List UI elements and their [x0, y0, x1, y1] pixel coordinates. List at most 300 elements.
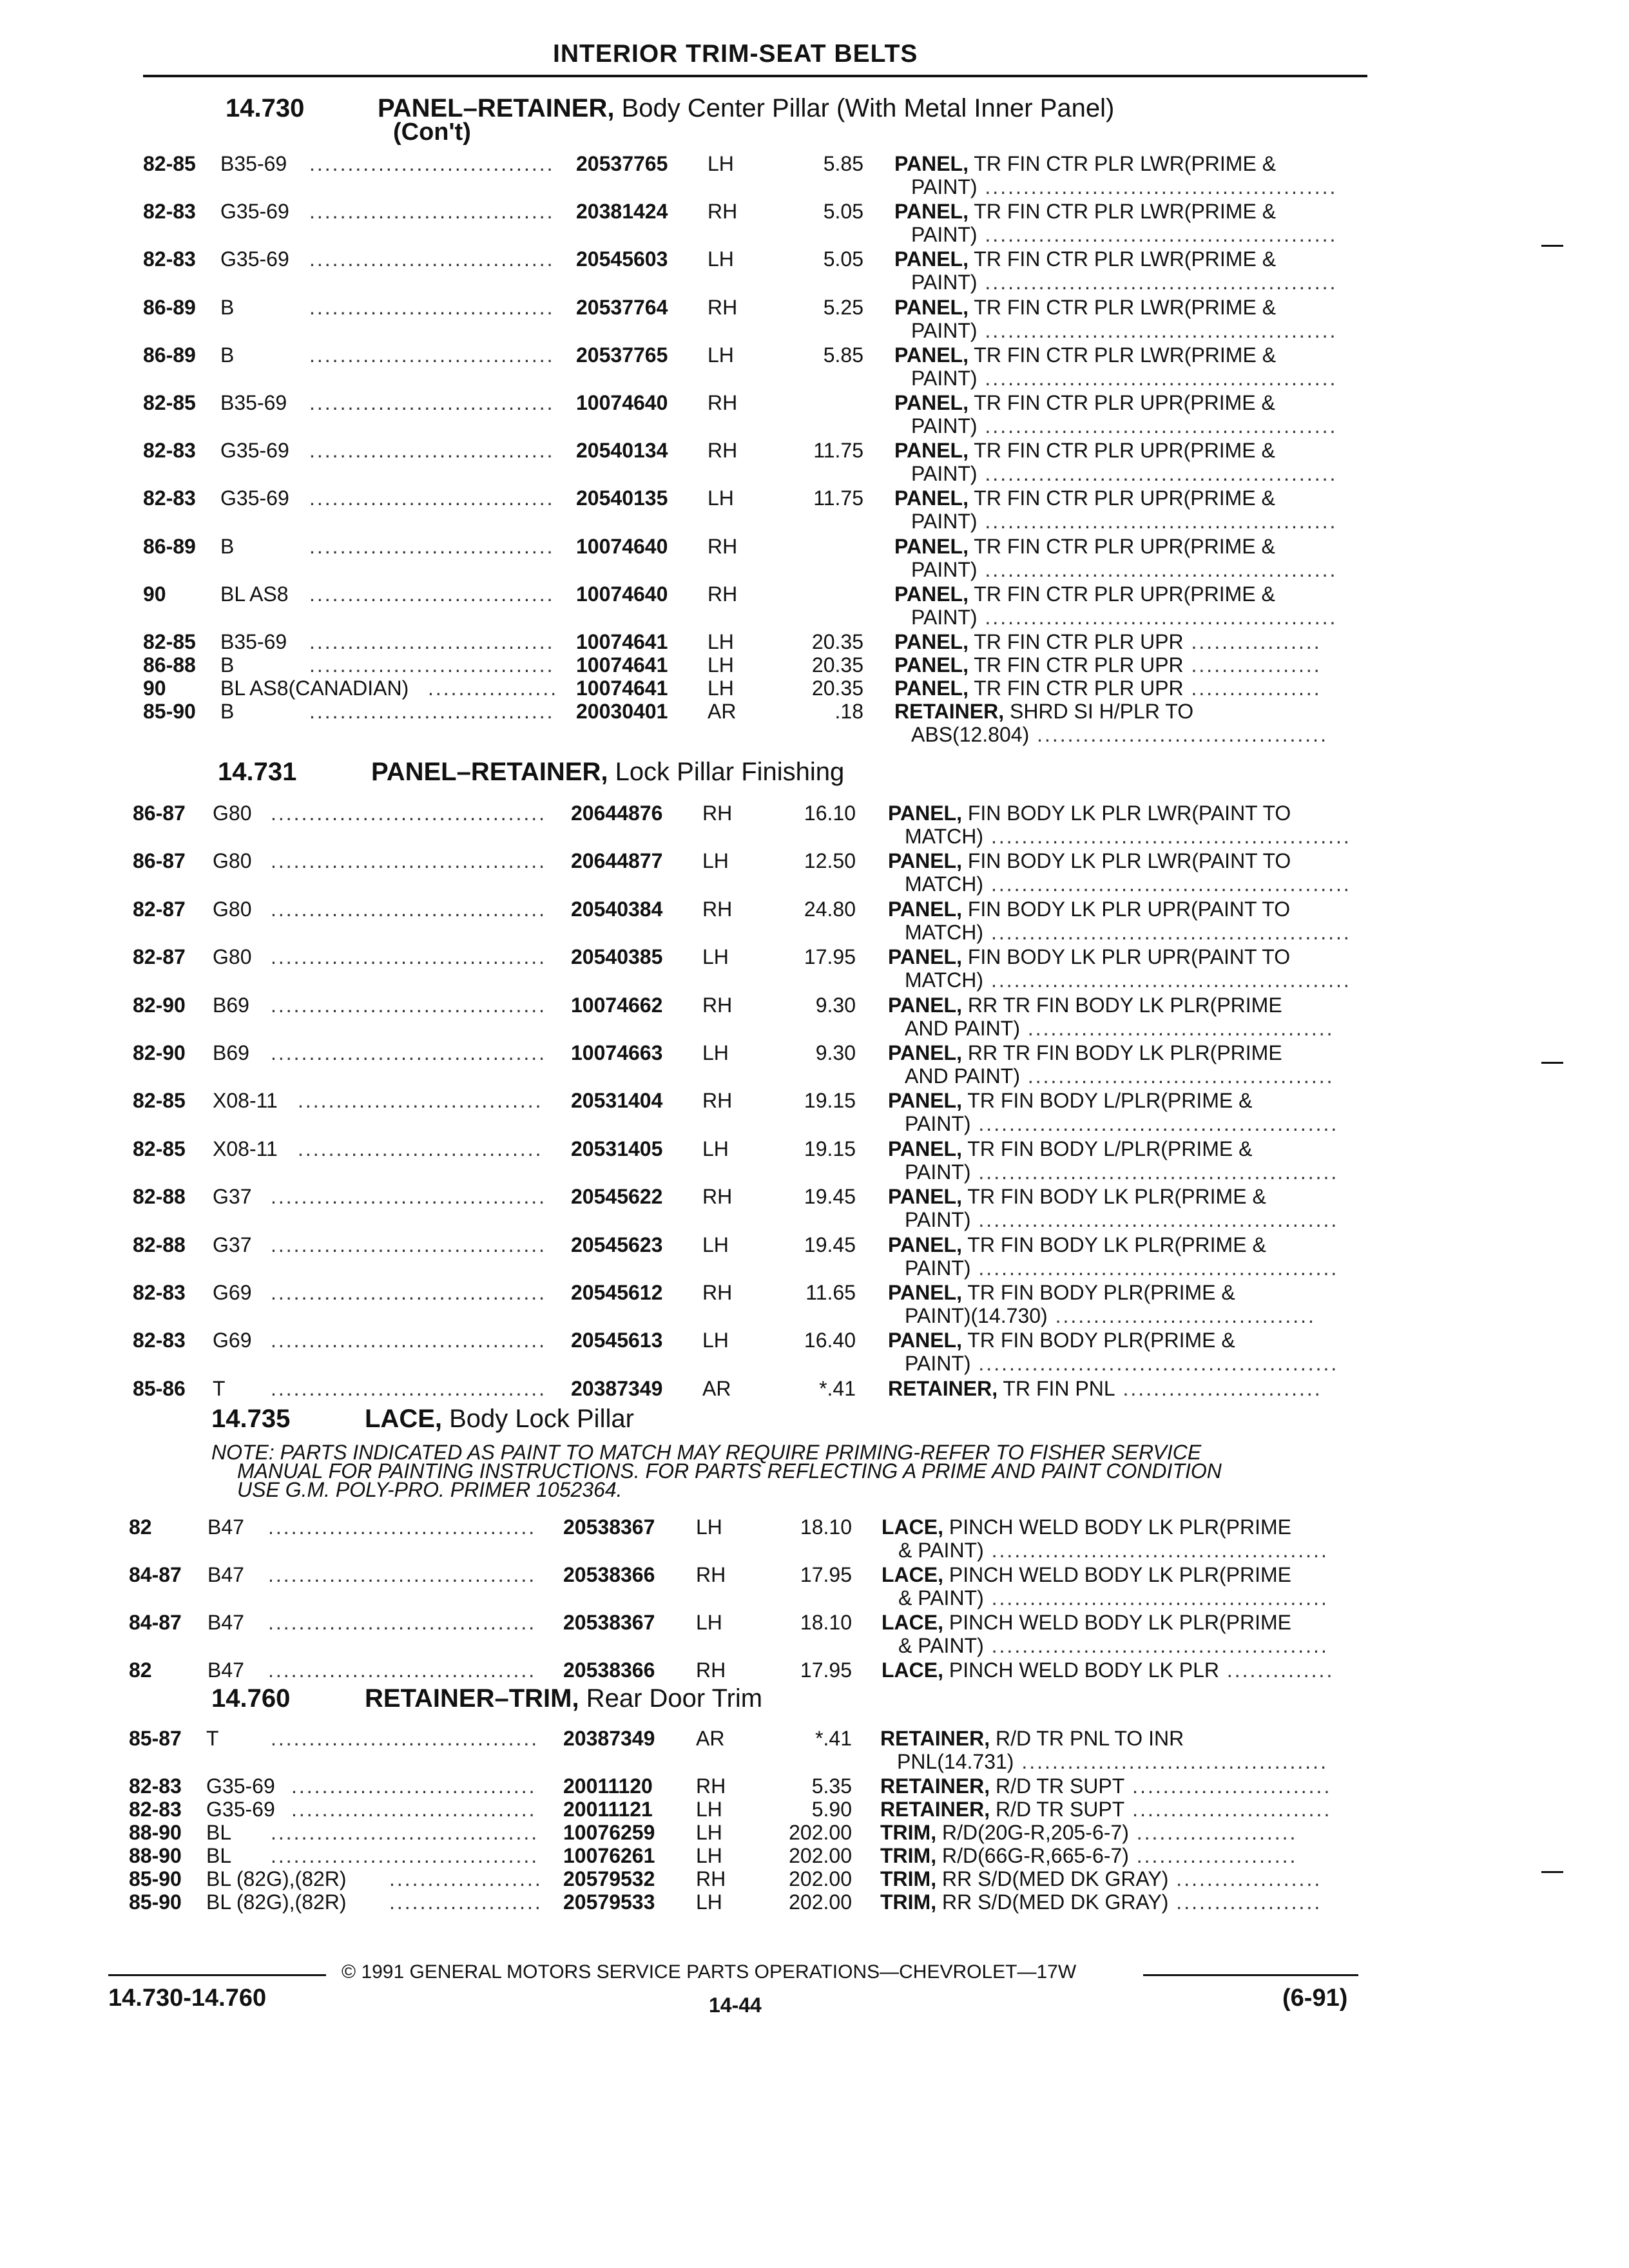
description-line-2 [880, 1750, 1328, 1773]
body-model: T [206, 1727, 219, 1750]
part-description [888, 1233, 1338, 1280]
part-number: 10076259 [563, 1821, 655, 1844]
parts-table-row [0, 1281, 1629, 1327]
description-text: TR FIN BODY PLR(PRIME & [961, 1329, 1235, 1352]
part-number: 20531405 [571, 1137, 663, 1160]
list-price: 5.05 [823, 247, 863, 271]
part-number: 20545622 [571, 1185, 663, 1209]
part-description [888, 1377, 1322, 1400]
model-year: 82-83 [129, 1798, 182, 1821]
description-line-1 [882, 1611, 1329, 1634]
part-number: 20537765 [576, 343, 668, 367]
leader-dots: .............................................. [977, 366, 1338, 390]
part-number: 20030401 [576, 700, 668, 723]
description-line-1 [888, 994, 1334, 1017]
description-text: R/D TR PNL TO INR [990, 1727, 1184, 1750]
part-number: 20537765 [576, 152, 668, 175]
description-keyword: PANEL, [888, 1041, 962, 1064]
description-text: FIN BODY LK PLR UPR(PAINT TO [961, 897, 1291, 921]
description-text: TR FIN BODY L/PLR(PRIME & [961, 1089, 1253, 1113]
parts-table-row [0, 343, 1629, 390]
description-continuation: PAINT) [911, 223, 978, 247]
description-keyword: PANEL, [894, 343, 969, 367]
leader-dots: .................................... [271, 993, 547, 1017]
list-price: 202.00 [789, 1821, 852, 1844]
leader-dots: .................................... [271, 1185, 547, 1209]
leader-dots: ................................ [309, 391, 555, 414]
model-year: 82-87 [133, 897, 186, 921]
description-continuation: ABS(12.804) [911, 723, 1030, 746]
part-description [888, 1041, 1334, 1088]
section-note-line: MANUAL FOR PAINTING INSTRUCTIONS. FOR PARTS REFLECTING A PRIME AND PAINT CONDITION [237, 1459, 1222, 1483]
leader-dots: ................................ [309, 343, 555, 367]
description-keyword: PANEL, [894, 439, 969, 463]
side-code: RH [702, 993, 733, 1017]
side-code: AR [696, 1727, 725, 1750]
description-line-2 [888, 825, 1351, 848]
description-text: RR S/D(MED DK GRAY) [936, 1867, 1169, 1890]
description-line-2 [894, 175, 1337, 198]
description-text: TR FIN CTR PLR LWR(PRIME & [968, 247, 1277, 271]
part-number: 20644877 [571, 849, 663, 873]
part-number: 10074641 [576, 653, 668, 677]
leader-dots: ........................................ [1014, 1750, 1328, 1773]
section-title-rest: Lock Pillar Finishing [608, 758, 845, 786]
section-title-rest: Body Lock Pillar [442, 1405, 634, 1433]
description-keyword: RETAINER, [880, 1798, 990, 1821]
side-code: LH [702, 1233, 729, 1256]
page-header-title: INTERIOR TRIM-SEAT BELTS [553, 40, 918, 68]
side-code: AR [702, 1376, 731, 1400]
list-price: 17.95 [804, 945, 856, 969]
parts-table-row [0, 1658, 1629, 1682]
part-number: 20545613 [571, 1329, 663, 1352]
description-continuation: PAINT) [911, 414, 978, 437]
description-keyword: PANEL, [888, 802, 962, 825]
description-line-1 [888, 1281, 1316, 1304]
description-line-1 [880, 1867, 1322, 1890]
description-text: FIN BODY LK PLR UPR(PAINT TO [961, 945, 1291, 969]
model-year: 82-83 [133, 1329, 186, 1352]
leader-dots: ................................ [309, 700, 555, 723]
description-keyword: PANEL, [894, 152, 969, 175]
leader-dots: ................................ [309, 200, 555, 224]
part-description [880, 1867, 1322, 1890]
part-number: 20381424 [576, 200, 668, 224]
description-line-1 [888, 1233, 1338, 1256]
description-continuation: AND PAINT) [905, 1064, 1020, 1088]
part-description [882, 1563, 1329, 1610]
model-year: 86-89 [143, 343, 196, 367]
part-description [888, 849, 1351, 896]
side-code: RH [696, 1867, 726, 1890]
parts-table-row [0, 1727, 1629, 1773]
leader-dots: ................................ [309, 295, 555, 319]
leader-dots: .................... [389, 1867, 543, 1890]
list-price: 19.15 [804, 1089, 856, 1113]
list-price: 17.95 [800, 1563, 852, 1586]
description-line-1 [894, 247, 1337, 271]
description-line-1 [888, 1329, 1338, 1352]
part-number: 20545612 [571, 1281, 663, 1304]
description-text: RR TR FIN BODY LK PLR(PRIME [961, 993, 1282, 1017]
description-keyword: LACE, [882, 1611, 943, 1634]
body-model: X08-11 [213, 1137, 278, 1160]
side-code: LH [696, 1515, 722, 1539]
leader-dots: .................................... [271, 849, 547, 873]
section-title-keyword: LACE, [365, 1405, 442, 1433]
leader-dots: ................. [1183, 653, 1322, 677]
part-number: 20579533 [563, 1890, 655, 1914]
description-text: R/D(20G-R,205-6-7) [936, 1821, 1129, 1844]
description-line-2 [894, 271, 1337, 294]
description-keyword: PANEL, [888, 1089, 962, 1113]
description-line-2 [888, 1017, 1334, 1040]
list-price: 24.80 [804, 897, 856, 921]
side-code: LH [696, 1798, 722, 1821]
description-text: FIN BODY LK PLR LWR(PAINT TO [961, 802, 1291, 825]
section-number: 14.760 [211, 1684, 291, 1713]
description-line-1 [888, 1089, 1338, 1112]
description-line-1 [888, 849, 1351, 872]
model-year: 82 [129, 1658, 152, 1682]
description-line-1 [888, 1137, 1338, 1160]
part-number: 20538367 [563, 1515, 655, 1539]
list-price: .18 [834, 700, 863, 723]
body-model: B [220, 534, 235, 558]
leader-dots: .................................. [1047, 1304, 1316, 1327]
part-description [888, 802, 1351, 848]
footer-section-range: 14.730-14.760 [108, 1984, 267, 2012]
description-keyword: PANEL, [888, 1281, 962, 1304]
description-line-1 [894, 700, 1328, 723]
side-code: RH [702, 897, 733, 921]
body-model: BL AS8 [220, 582, 289, 606]
description-line-2 [888, 1208, 1338, 1231]
side-code: RH [702, 1089, 733, 1113]
part-description [894, 391, 1337, 437]
section-number: 14.731 [218, 758, 297, 786]
leader-dots: ............................................... [983, 825, 1351, 848]
side-code: RH [696, 1563, 726, 1586]
body-model: B [220, 343, 235, 367]
section-title-keyword: PANEL–RETAINER, [378, 94, 615, 122]
section-note-line: NOTE: PARTS INDICATED AS PAINT TO MATCH MAY REQUIRE PRIMING-REFER TO FISHER SERVICE [211, 1441, 1202, 1464]
body-model: BL [206, 1821, 232, 1844]
part-number: 20579532 [563, 1867, 655, 1890]
leader-dots: ................................ [291, 1774, 537, 1798]
body-model: G37 [213, 1233, 252, 1256]
body-model: G80 [213, 897, 252, 921]
parts-table-row [0, 994, 1629, 1040]
leader-dots: ................................ [291, 1798, 537, 1821]
leader-dots: .................................... [271, 1329, 547, 1352]
body-model: B47 [207, 1563, 244, 1586]
leader-dots: ............................................... [983, 872, 1351, 896]
part-description [894, 653, 1322, 677]
leader-dots: .......................... [1115, 1376, 1322, 1400]
parts-table-row [0, 486, 1629, 533]
side-code: LH [702, 1329, 729, 1352]
section-title [371, 758, 844, 787]
leader-dots: .............................................. [977, 223, 1338, 247]
description-line-1 [894, 391, 1337, 414]
list-price: 19.45 [804, 1185, 856, 1209]
side-code: RH [702, 1185, 733, 1209]
side-code: LH [708, 677, 734, 700]
leader-dots: .............................................. [977, 271, 1338, 294]
side-code: RH [708, 534, 738, 558]
parts-table-row [0, 152, 1629, 198]
model-year: 86-87 [133, 849, 186, 873]
side-code: RH [708, 582, 738, 606]
list-price: 11.75 [813, 486, 863, 510]
model-year: 84-87 [129, 1563, 182, 1586]
description-keyword: PANEL, [888, 1185, 962, 1209]
model-year: 82-85 [143, 152, 196, 175]
description-line-1 [880, 1890, 1322, 1914]
description-keyword: PANEL, [894, 677, 969, 700]
part-description [880, 1727, 1328, 1773]
description-line-1 [894, 152, 1337, 175]
list-price: 16.40 [804, 1329, 856, 1352]
description-line-1 [880, 1798, 1331, 1821]
model-year: 82-85 [143, 391, 196, 414]
part-description [888, 945, 1351, 992]
description-text: SHRD SI H/PLR TO [1004, 700, 1194, 723]
side-code: RH [702, 802, 733, 825]
leader-dots: ................................... [271, 1821, 539, 1844]
description-text: TR FIN CTR PLR UPR(PRIME & [968, 439, 1275, 463]
body-model: B69 [213, 1041, 249, 1064]
leader-dots: .................................... [271, 897, 547, 921]
description-line-1 [894, 653, 1322, 677]
body-model: G35-69 [220, 486, 289, 510]
leader-dots: ............................................ [983, 1634, 1329, 1657]
parts-table-row [0, 1137, 1629, 1184]
description-continuation: PAINT) [911, 462, 978, 486]
part-description [888, 1329, 1338, 1375]
side-code: RH [708, 295, 738, 319]
side-code: LH [702, 1137, 729, 1160]
parts-table-row [0, 200, 1629, 246]
description-line-2 [888, 1256, 1338, 1280]
model-year: 86-87 [133, 802, 186, 825]
margin-mark [1541, 1062, 1563, 1064]
leader-dots: ..................... [1128, 1844, 1298, 1867]
description-continuation: MATCH) [905, 968, 984, 992]
description-line-2 [894, 367, 1337, 390]
part-description [882, 1658, 1334, 1682]
description-keyword: PANEL, [888, 1233, 962, 1256]
part-number: 20540135 [576, 486, 668, 510]
part-number: 20011120 [563, 1774, 653, 1798]
side-code: LH [708, 486, 734, 510]
part-number: 20545623 [571, 1233, 663, 1256]
description-continuation: MATCH) [905, 872, 984, 896]
description-continuation: PAINT) [905, 1112, 971, 1136]
model-year: 82-88 [133, 1185, 186, 1209]
description-line-2 [888, 872, 1351, 896]
part-description [882, 1611, 1329, 1657]
model-year: 90 [143, 677, 166, 700]
description-line-1 [882, 1563, 1329, 1586]
leader-dots: ................... [1168, 1890, 1322, 1914]
side-code: LH [702, 945, 729, 969]
side-code: RH [702, 1281, 733, 1304]
list-price: 18.10 [800, 1611, 852, 1634]
side-code: LH [696, 1890, 722, 1914]
leader-dots: ................. [428, 677, 559, 700]
side-code: LH [696, 1821, 722, 1844]
parts-table-row [0, 1821, 1629, 1844]
parts-table-row [0, 700, 1629, 746]
leader-dots: ............................................... [983, 968, 1351, 992]
description-text: RR TR FIN BODY LK PLR(PRIME [961, 1041, 1282, 1064]
side-code: LH [696, 1611, 722, 1634]
model-year: 82-83 [143, 247, 196, 271]
description-line-2 [888, 1304, 1316, 1327]
parts-table-row [0, 582, 1629, 629]
description-continuation: PAINT) [911, 366, 978, 390]
description-text: TR FIN CTR PLR UPR [968, 630, 1184, 653]
description-continuation: & PAINT) [898, 1634, 984, 1657]
part-number: 20011121 [563, 1798, 653, 1821]
section-title-keyword: RETAINER–TRIM, [365, 1684, 579, 1713]
part-description [888, 1185, 1338, 1231]
part-number: 20540134 [576, 439, 668, 463]
part-number: 10074640 [576, 582, 668, 606]
description-keyword: TRIM, [880, 1867, 937, 1890]
part-number: 10074663 [571, 1041, 663, 1064]
footer-rule-right [1143, 1974, 1358, 1976]
parts-table-row [0, 535, 1629, 581]
parts-table-row [0, 1329, 1629, 1375]
part-description [888, 1089, 1338, 1135]
leader-dots: ................................... [268, 1515, 537, 1539]
description-keyword: PANEL, [894, 534, 969, 558]
description-line-2 [894, 558, 1337, 581]
section-title-rest: Body Center Pillar (With Metal Inner Panel) [614, 94, 1115, 122]
leader-dots: ................. [1183, 630, 1322, 653]
margin-mark [1541, 245, 1563, 247]
part-number: 10074641 [576, 630, 668, 653]
description-line-1 [880, 1821, 1297, 1844]
leader-dots: ............................................... [970, 1208, 1339, 1232]
leader-dots: .................... [389, 1890, 543, 1914]
part-description [880, 1774, 1331, 1798]
body-model: B [220, 653, 235, 677]
description-continuation: PAINT) [905, 1208, 971, 1232]
description-line-2 [888, 1064, 1334, 1088]
part-number: 10074640 [576, 534, 668, 558]
description-continuation: PAINT) [905, 1256, 971, 1280]
description-line-1 [894, 535, 1337, 558]
description-line-2 [894, 462, 1337, 485]
description-text: PINCH WELD BODY LK PLR(PRIME [943, 1563, 1291, 1586]
list-price: 19.45 [804, 1233, 856, 1256]
part-description [894, 439, 1337, 485]
section-title [365, 1684, 762, 1713]
body-model: G80 [213, 945, 252, 969]
leader-dots: ................................ [309, 582, 555, 606]
leader-dots: .............................................. [977, 605, 1338, 629]
leader-dots: .................................... [271, 802, 547, 825]
description-text: R/D(66G-R,665-6-7) [936, 1844, 1129, 1867]
model-year: 82-83 [143, 439, 196, 463]
model-year: 86-89 [143, 295, 196, 319]
description-keyword: RETAINER, [888, 1376, 998, 1400]
side-code: RH [696, 1658, 726, 1682]
leader-dots: ................................ [298, 1089, 543, 1113]
description-text: RR S/D(MED DK GRAY) [936, 1890, 1169, 1914]
description-line-1 [880, 1844, 1297, 1867]
parts-table-row [0, 849, 1629, 896]
part-description [894, 700, 1328, 746]
description-keyword: LACE, [882, 1515, 943, 1539]
description-line-2 [882, 1539, 1329, 1562]
description-continuation: & PAINT) [898, 1539, 984, 1562]
parts-table-row [0, 247, 1629, 294]
description-continuation: PAINT)(14.730) [905, 1304, 1048, 1327]
description-keyword: LACE, [882, 1563, 943, 1586]
body-model: B35-69 [220, 630, 287, 653]
description-text: TR FIN CTR PLR LWR(PRIME & [968, 152, 1277, 175]
list-price: 5.85 [823, 343, 863, 367]
leader-dots: ...................................... [1029, 723, 1328, 746]
margin-mark [1541, 1871, 1563, 1873]
list-price: 5.25 [823, 295, 863, 319]
description-line-1 [894, 200, 1337, 223]
leader-dots: ............................................... [970, 1256, 1339, 1280]
part-description [894, 343, 1337, 390]
side-code: LH [702, 1041, 729, 1064]
model-year: 82-85 [143, 630, 196, 653]
description-line-1 [888, 1041, 1334, 1064]
description-text: TR FIN CTR PLR UPR [968, 677, 1184, 700]
description-continuation: PAINT) [911, 605, 978, 629]
description-line-1 [888, 898, 1351, 921]
description-line-2 [894, 414, 1337, 437]
list-price: 202.00 [789, 1890, 852, 1914]
section-title [378, 94, 1114, 123]
side-code: RH [708, 391, 738, 414]
description-line-1 [882, 1658, 1334, 1682]
body-model: B35-69 [220, 152, 287, 175]
list-price: 5.90 [811, 1798, 852, 1821]
description-keyword: RETAINER, [894, 700, 1005, 723]
model-year: 90 [143, 582, 166, 606]
part-number: 20540384 [571, 897, 663, 921]
leader-dots: .............................................. [977, 510, 1338, 533]
description-line-1 [894, 343, 1337, 367]
description-continuation: PAINT) [911, 271, 978, 294]
leader-dots: ............................................... [970, 1112, 1339, 1136]
description-keyword: PANEL, [888, 897, 962, 921]
description-keyword: PANEL, [894, 200, 969, 224]
list-price: 202.00 [789, 1844, 852, 1867]
part-description [880, 1798, 1331, 1821]
description-line-2 [894, 319, 1337, 342]
description-line-2 [888, 1160, 1338, 1184]
body-model: G80 [213, 849, 252, 873]
leader-dots: .......................... [1124, 1798, 1332, 1821]
model-year: 88-90 [129, 1821, 182, 1844]
part-description [894, 152, 1337, 198]
leader-dots: .................................... [271, 945, 547, 969]
section-title [365, 1405, 634, 1434]
body-model: T [213, 1376, 226, 1400]
